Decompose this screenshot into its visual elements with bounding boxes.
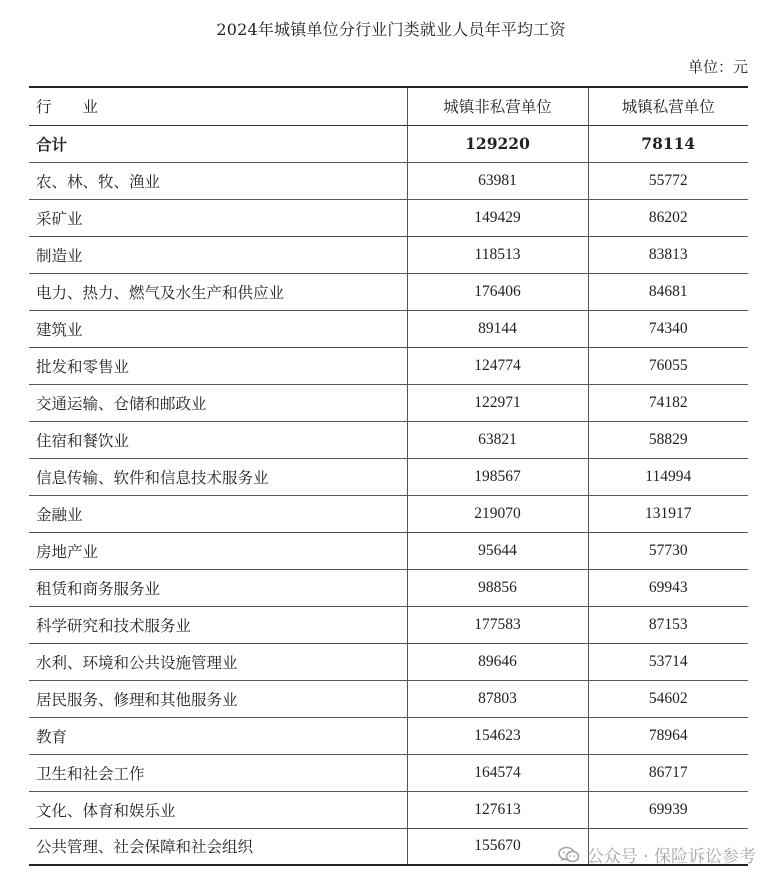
non-private-wage-cell: 89144 — [407, 310, 588, 347]
non-private-wage-cell: 164574 — [407, 754, 588, 791]
table-row — [29, 791, 748, 828]
non-private-wage-cell: 95644 — [407, 532, 588, 569]
private-wage-cell: 57730 — [588, 532, 748, 569]
table-row — [29, 458, 748, 495]
industry-cell: 居民服务、修理和其他服务业 — [29, 680, 407, 717]
industry-cell: 住宿和餐饮业 — [29, 421, 407, 458]
total-row — [29, 125, 748, 162]
private-wage-cell: 74182 — [588, 384, 748, 421]
non-private-wage-cell: 127613 — [407, 791, 588, 828]
non-private-wage-cell: 98856 — [407, 569, 588, 606]
table-row — [29, 569, 748, 606]
industry-cell: 制造业 — [29, 236, 407, 273]
table-row — [29, 199, 748, 236]
industry-cell: 文化、体育和娱乐业 — [29, 791, 407, 828]
private-wage-cell: 76055 — [588, 347, 748, 384]
table-row — [29, 310, 748, 347]
industry-cell: 租赁和商务服务业 — [29, 569, 407, 606]
private-wage-cell: 83813 — [588, 236, 748, 273]
total-label: 合计 — [29, 125, 407, 162]
page-title: 2024年城镇单位分行业门类就业人员年平均工资 — [216, 20, 566, 39]
table-row — [29, 643, 748, 680]
non-private-wage-cell: 63821 — [407, 421, 588, 458]
table-body — [29, 125, 748, 865]
table-row — [29, 421, 748, 458]
industry-cell: 房地产业 — [29, 532, 407, 569]
table-row — [29, 162, 748, 199]
industry-cell: 教育 — [29, 717, 407, 754]
private-wage-cell: 84681 — [588, 273, 748, 310]
private-wage-cell: 53714 — [588, 643, 748, 680]
table-row — [29, 495, 748, 532]
industry-cell: 批发和零售业 — [29, 347, 407, 384]
table-row — [29, 384, 748, 421]
private-wage-cell: 87153 — [588, 606, 748, 643]
wage-table — [29, 86, 748, 866]
table-row — [29, 754, 748, 791]
table-row — [29, 680, 748, 717]
industry-cell: 科学研究和技术服务业 — [29, 606, 407, 643]
private-wage-cell: 131917 — [588, 495, 748, 532]
non-private-wage-cell: 176406 — [407, 273, 588, 310]
non-private-wage-cell: 154623 — [407, 717, 588, 754]
non-private-wage-cell: 89646 — [407, 643, 588, 680]
header-non-private: 城镇非私营单位 — [407, 87, 588, 125]
industry-cell: 电力、热力、燃气及水生产和供应业 — [29, 273, 407, 310]
non-private-wage-cell: 63981 — [407, 162, 588, 199]
industry-cell: 交通运输、仓储和邮政业 — [29, 384, 407, 421]
table-row — [29, 236, 748, 273]
industry-cell: 金融业 — [29, 495, 407, 532]
non-private-wage-cell: 219070 — [407, 495, 588, 532]
industry-cell: 信息传输、软件和信息技术服务业 — [29, 458, 407, 495]
non-private-wage-cell: 87803 — [407, 680, 588, 717]
private-wage-cell — [588, 828, 748, 865]
private-wage-cell: 54602 — [588, 680, 748, 717]
industry-cell: 建筑业 — [29, 310, 407, 347]
table-row — [29, 828, 748, 865]
total-private: 78114 — [588, 125, 748, 162]
private-wage-cell: 74340 — [588, 310, 748, 347]
private-wage-cell: 114994 — [588, 458, 748, 495]
industry-cell: 水利、环境和公共设施管理业 — [29, 643, 407, 680]
table-row — [29, 717, 748, 754]
table-row — [29, 606, 748, 643]
non-private-wage-cell: 122971 — [407, 384, 588, 421]
industry-cell: 卫生和社会工作 — [29, 754, 407, 791]
header-private: 城镇私营单位 — [588, 87, 748, 125]
header-industry: 行 业 — [29, 87, 407, 125]
industry-cell: 公共管理、社会保障和社会组织 — [29, 828, 407, 865]
industry-cell: 农、林、牧、渔业 — [29, 162, 407, 199]
non-private-wage-cell: 118513 — [407, 236, 588, 273]
non-private-wage-cell: 198567 — [407, 458, 588, 495]
private-wage-cell: 58829 — [588, 421, 748, 458]
private-wage-cell: 86202 — [588, 199, 748, 236]
private-wage-cell: 55772 — [588, 162, 748, 199]
table-row — [29, 532, 748, 569]
private-wage-cell: 78964 — [588, 717, 748, 754]
industry-cell: 采矿业 — [29, 199, 407, 236]
table-row — [29, 273, 748, 310]
private-wage-cell: 86717 — [588, 754, 748, 791]
non-private-wage-cell: 155670 — [407, 828, 588, 865]
total-non-private: 129220 — [407, 125, 588, 162]
table-row — [29, 347, 748, 384]
non-private-wage-cell: 177583 — [407, 606, 588, 643]
private-wage-cell: 69943 — [588, 569, 748, 606]
unit-label: 单位：元 — [687, 58, 748, 76]
private-wage-cell: 69939 — [588, 791, 748, 828]
non-private-wage-cell: 149429 — [407, 199, 588, 236]
watermark-text: 公众号 · 保险诉讼参考 — [586, 847, 756, 867]
non-private-wage-cell: 124774 — [407, 347, 588, 384]
table-header-row — [29, 87, 748, 125]
